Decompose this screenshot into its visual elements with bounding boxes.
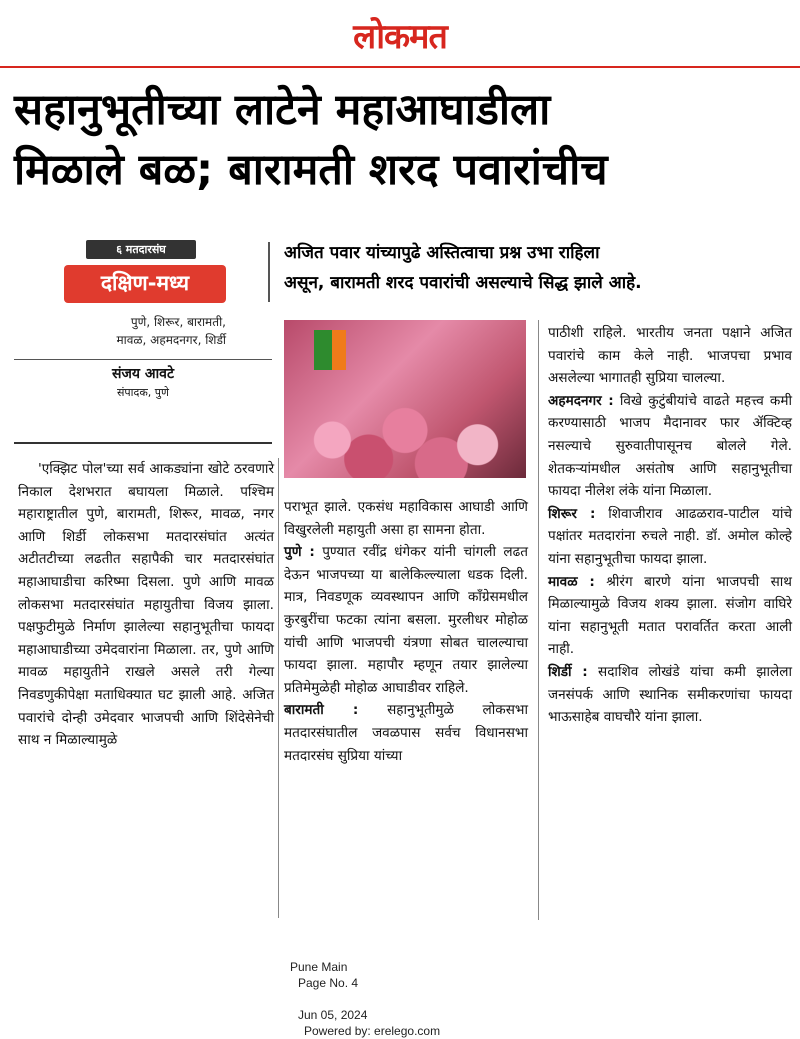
paragraph-text: शिवाजीराव आढळराव-पाटील यांचे पक्षांतर मतदारांना रुचले नाही. डॉ. अमोल कोल्हे यांना सहानुभूतीचा फायदा झाला. <box>548 505 793 567</box>
headline-line: मिळाले बळ; बारामती शरद पवारांचीच <box>14 145 608 195</box>
paragraph <box>548 322 792 390</box>
powered-by-link[interactable]: Powered by: erelego.com <box>304 1024 441 1038</box>
author-role: संपादक, पुणे <box>116 386 170 399</box>
section-lead: मावळ : <box>548 573 595 590</box>
paragraph <box>548 503 792 571</box>
paragraph <box>284 541 528 699</box>
places-line: मावळ, अहमदनगर, शिर्डी <box>116 333 226 347</box>
intro-rule <box>268 242 270 302</box>
paragraph <box>548 661 792 729</box>
column-divider <box>538 320 539 920</box>
masthead <box>0 0 800 62</box>
paragraph-text: पाठीशी राहिले. भारतीय जनता पक्षाने अजित पवारांचे काम केले नाही. भाजपचा प्रभाव असलेल्या भागातही सुप्रिया चालल्या. <box>548 325 792 387</box>
article-column-2 <box>284 496 528 767</box>
paragraph <box>284 699 528 767</box>
paragraph <box>548 390 792 503</box>
paragraph: 'एक्झिट पोल'च्या सर्व आकड्यांना खोटे ठरवणारे निकाल देशभरात बघायला मिळाले. पश्चिम महाराष्ट्रातील पुणे, बारामती, शिरूर, मावळ, नगर आणि शिर्डी लोकसभा मतदारसंघांत अत्यंत अटीतटीच्या लढतीत सहापैकी चार मतदारसंघांत महाआघाडीचा करिष्मा दिसला. पुणे आणि मावळ लोकसभा मतदारसंघांत महायुतीचा विजय झाला. पक्षफुटीमुळे निर्माण झालेल्या सहानुभूतीचा फायदा महाआघाडीच्या उमेदवारांना मिळाला. तर, पुणे आणि मावळ महायुतीने राखले असले तरी गेल्या निवडणुकीपेक्षा मताधिक्यात घट झाली आहे. अजित पवारांचे दोन्ही उमेदवार भाजपची आणि शिंदेसेनेची साथ न मिळाल्यामुळे <box>18 461 274 749</box>
page-number: Page No. 4 <box>298 976 359 990</box>
celebration-crowd-photo <box>284 320 526 478</box>
article-column-3 <box>548 322 792 729</box>
section-lead: बारामती : <box>284 702 359 719</box>
paragraph <box>284 496 528 541</box>
lokmat-logo: लोकमत <box>353 17 447 57</box>
flag-saffron-shape <box>332 330 346 370</box>
column-divider <box>278 458 279 918</box>
paragraph <box>548 571 792 661</box>
paragraph-text: पुण्यात रवींद्र धंगेकर यांनी चांगली लढत देऊन भाजपच्या या बालेकिल्ल्याला धडक दिली. मात्र, निवडणूक व्यवस्थापन आणि काँग्रेसमधील कुरबुरींचा फटका त्यांना बसला. मुरलीधर मोहोळ यांची आणि भाजपची यंत्रणा सोबत चालल्याचा फायदा झाला. महापौर म्हणून तयार झालेल्या प्रतिमेमुळेही मोहोळ आघाडीवर राहिले. <box>284 544 528 696</box>
crowd-shape <box>284 383 526 478</box>
section-lead: पुणे : <box>284 544 315 561</box>
section-lead: शिरूर : <box>548 505 596 522</box>
places-list <box>70 313 226 349</box>
paragraph-text: विखे कुटुंबीयांचे वाढते महत्त्व कमी करण्यासाठी भाजप मैदानावर फार ॲक्टिव्ह नसल्याचे सुरुवातीपासूनच बोलले गेले. शेतकऱ्यांमधील असंतोष आणि सहानुभूतीचा फायदा नीलेश लंके यांना मिळाला. <box>548 392 792 500</box>
places-line: पुणे, शिरूर, बारामती, <box>130 315 226 329</box>
page-footer <box>280 959 500 1039</box>
region-badge: दक्षिण-मध्य <box>64 265 226 303</box>
article-column-1 <box>18 458 274 752</box>
headline-line: सहानुभूतीच्या लाटेने महाआघाडीला <box>14 85 551 135</box>
intro-line: असून, बारामती शरद पवारांची असल्याचे सिद्ध झाले आहे. <box>284 273 642 293</box>
seat-count-badge: ६ मतदारसंघ <box>86 240 196 259</box>
author-name: संजय आवटे <box>112 366 174 382</box>
edition-name: Pune Main <box>290 960 348 974</box>
page-date <box>298 975 500 1023</box>
intro-line: अजित पवार यांच्यापुढे अस्तित्वाचा प्रश्न उभा राहिला <box>284 243 600 263</box>
flag-green-shape <box>314 330 332 370</box>
intro-deck <box>284 238 794 298</box>
paragraph-text: सदाशिव लोखंडे यांचा कमी झालेला जनसंपर्क आणि स्थानिक समीकरणांचा फायदा भाऊसाहेब वाघचौरे यांना झाला. <box>548 663 792 726</box>
headline <box>14 80 790 200</box>
paragraph-text: सहानुभूतीमुळे लोकसभा मतदारसंघातील जवळपास सर्वच विधानसभा मतदारसंघ सुप्रिया यांच्या <box>284 702 528 764</box>
byline <box>14 359 272 400</box>
paragraph-text: पराभूत झाले. एकसंध महाविकास आघाडी आणि विखुरलेली महायुती असा हा सामना होता. <box>284 499 528 538</box>
section-lead: शिर्डी : <box>548 663 588 680</box>
section-lead: अहमदनगर : <box>548 392 614 409</box>
masthead-rule <box>0 66 800 68</box>
publish-date: Jun 05, 2024 <box>298 1008 368 1022</box>
constituency-info <box>14 240 272 400</box>
paragraph-text: श्रीरंग बारणे यांना भाजपची साथ मिळाल्यामुळे विजय शक्य झाला. संजोग वाघिरे यांना सहानुभूती मतात परावर्तित करता आली नाही. <box>548 573 792 658</box>
info-rule <box>14 442 272 444</box>
